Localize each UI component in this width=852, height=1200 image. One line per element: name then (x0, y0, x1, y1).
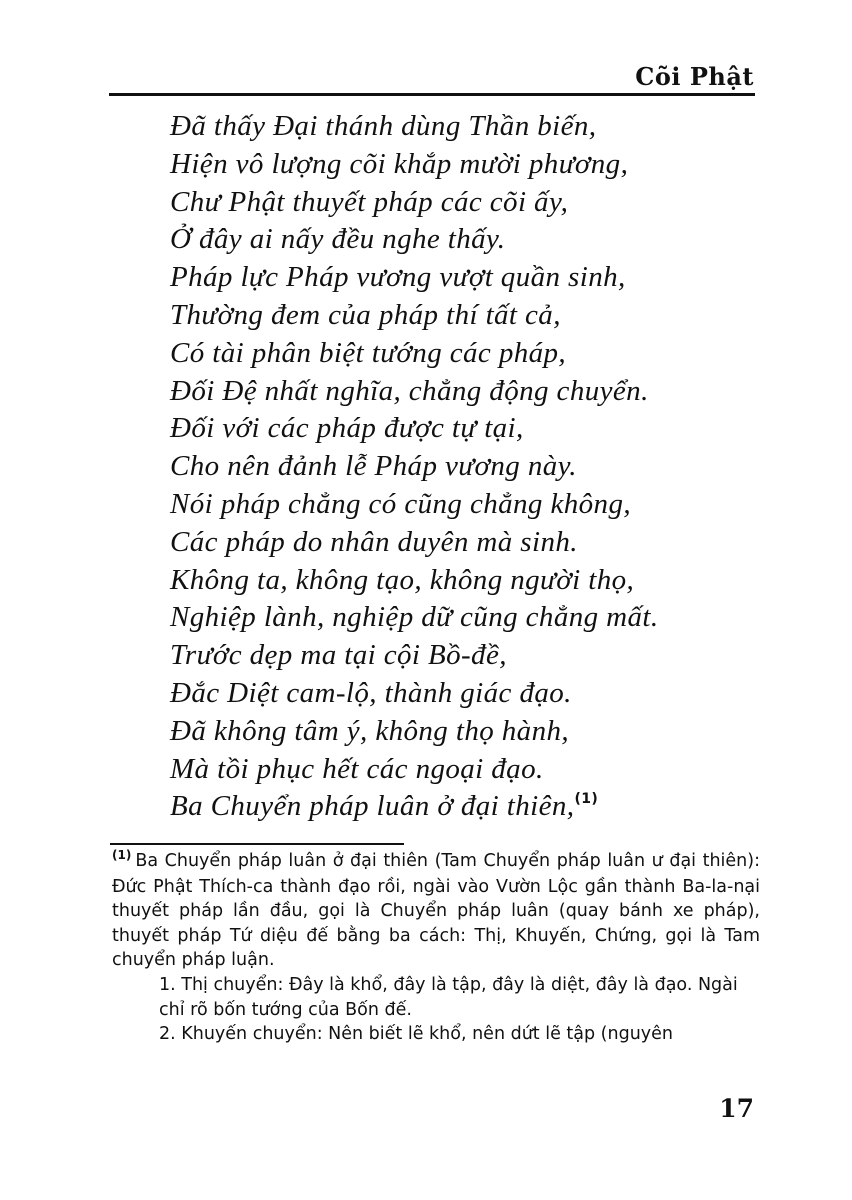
footnote-item-1: 1. Thị chuyển: Đây là khổ, đây là tập, đây là diệt, đây là đạo. Ngài chỉ rõ bốn tướng của Bốn đế. (159, 974, 738, 1020)
verse-line: Các pháp do nhân duyên mà sinh. (170, 525, 578, 558)
verse-line: Chư Phật thuyết pháp các cõi ấy, (170, 185, 569, 218)
footnote (112, 849, 760, 1047)
verse-line-last (170, 788, 659, 826)
verse-line: Đối Đệ nhất nghĩa, chẳng động chuyển. (170, 374, 649, 407)
verse-line: Có tài phân biệt tướng các pháp, (170, 336, 567, 369)
verse-line-text: Ba Chuyển pháp luân ở đại thiên, (170, 790, 575, 823)
footnote-reference: (1) (574, 791, 599, 808)
verse-line: Mà tồi phục hết các ngoại đạo. (170, 752, 544, 785)
running-head-title: Cõi Phật (635, 62, 754, 91)
page-number: 17 (719, 1094, 754, 1123)
verse-line: Đắc Diệt cam-lộ, thành giác đạo. (170, 676, 572, 709)
footnote-marker: (1) (112, 848, 132, 862)
verse-line: Không ta, không tạo, không người thọ, (170, 563, 635, 596)
verse-line: Nói pháp chẳng có cũng chẳng không, (170, 487, 632, 520)
verse-block (170, 108, 659, 826)
verse-line: Đối với các pháp được tự tại, (170, 412, 524, 445)
verse-line: Đã không tâm ý, không thọ hành, (170, 714, 570, 747)
verse-line: Đã thấy Đại thánh dùng Thần biến, (170, 110, 597, 142)
footnote-separator (110, 843, 404, 845)
verse-line: Thường đem của pháp thí tất cả, (170, 298, 561, 331)
footnote-item-2: 2. Khuyến chuyển: Nên biết lẽ khổ, nên dứt lẽ tập (nguyên (159, 1024, 674, 1045)
header-rule (109, 93, 755, 96)
verse-line: Nghiệp lành, nghiệp dữ cũng chẳng mất. (170, 601, 659, 634)
verse-line: Pháp lực Pháp vương vượt quần sinh, (170, 261, 626, 294)
verse-line: Hiện vô lượng cõi khắp mười phương, (170, 147, 629, 180)
footnote-body (112, 849, 760, 973)
verse-line: Ở đây ai nấy đều nghe thấy. (170, 223, 506, 256)
verse-line: Trước dẹp ma tại cội Bồ-đề, (170, 639, 507, 672)
verse-line: Cho nên đảnh lễ Pháp vương này. (170, 450, 577, 483)
footnote-text: Ba Chuyển pháp luân ở đại thiên (Tam Chuyển pháp luân ư đại thiên): Đức Phật Thích-ca thành đạo rồi, ngài vào Vườn Lộc gần thành Ba-la-nại thuyết pháp lần đầu, gọi là Chuyển pháp luân (quay bánh xe pháp), thuyết pháp Tứ diệu đế bằng ba cách: Thị, Khuyến, Chứng, gọi là Tam chuyển pháp luận. (112, 851, 760, 971)
